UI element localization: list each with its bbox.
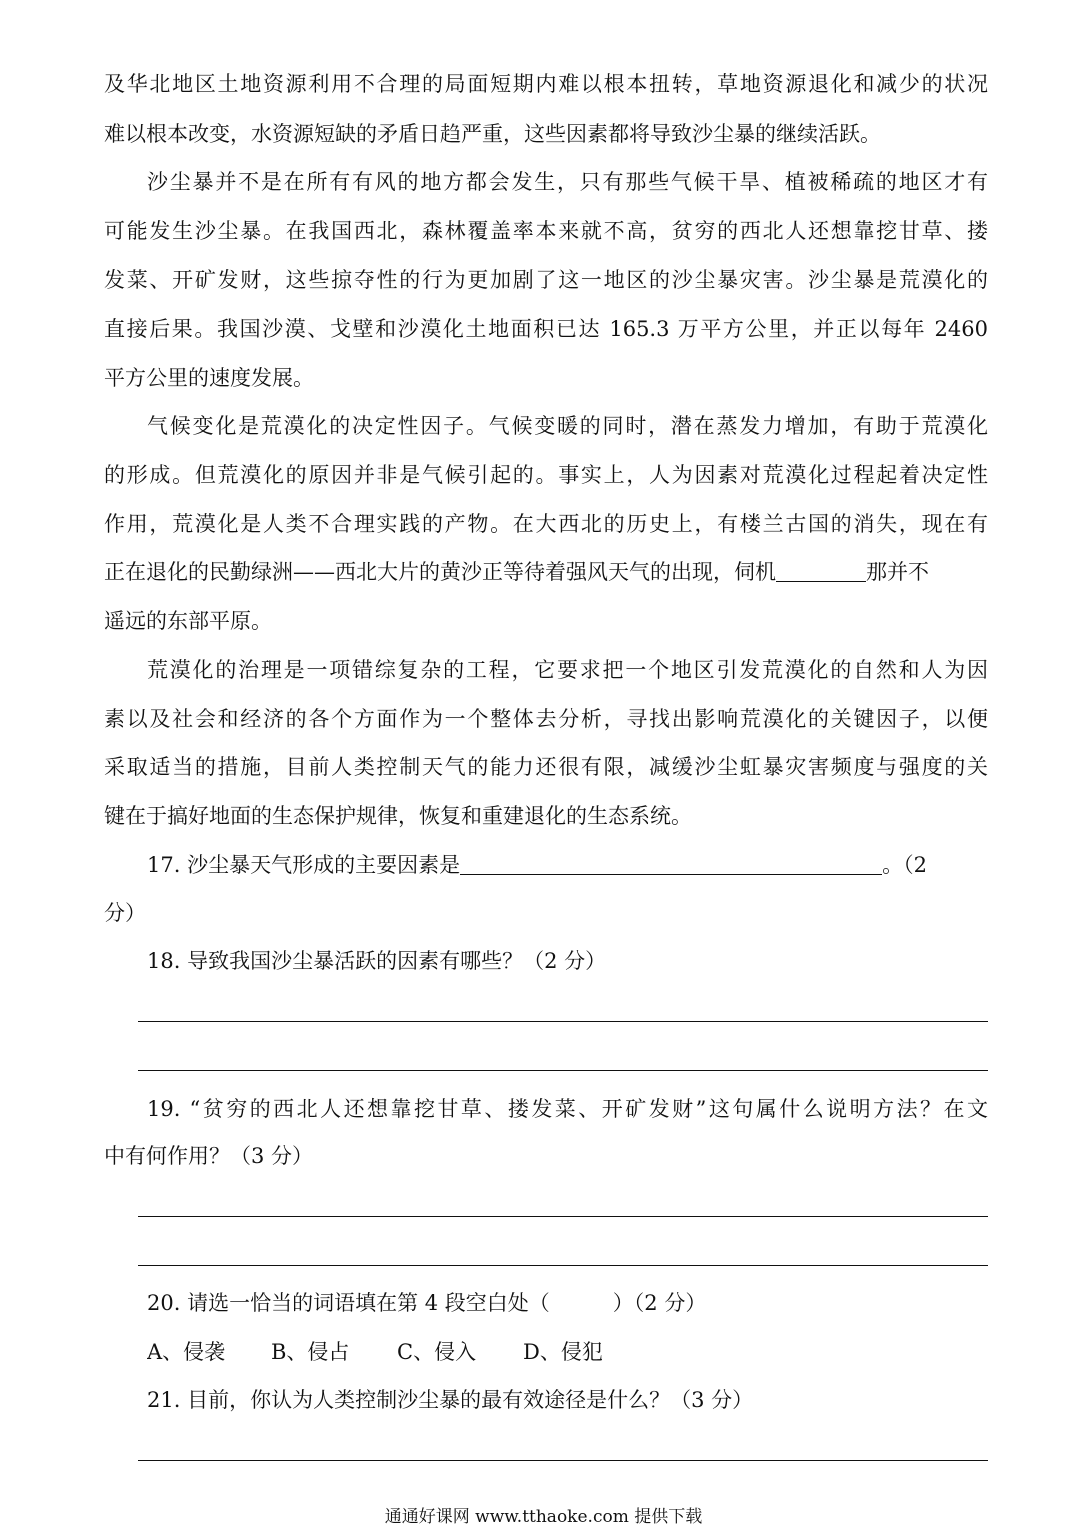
question-17-wrap: 分） [104, 901, 146, 925]
passage-line: 气候变化是荒漠化的决定性因子。气候变暖的同时，潜在蒸发力增加，有助于荒漠化 [147, 414, 988, 438]
page-footer: 通通好课网 www.tthaoke.com 提供下载 [384, 1507, 703, 1527]
question-18: 18. 导致我国沙尘暴活跃的因素有哪些？（2 分） [147, 949, 607, 973]
passage-line: 采取适当的措施，目前人类控制天气的能力还很有限，减缓沙尘虹暴灾害频度与强度的关 [104, 755, 988, 779]
passage-line: 荒漠化的治理是一项错综复杂的工程，它要求把一个地区引发荒漠化的自然和人为因 [147, 658, 988, 682]
question-19-line: 19. “贫穷的西北人还想靠挖甘草、搂发菜、开矿发财”这句属什么说明方法？在文 [147, 1097, 988, 1121]
passage-line: 作用，荒漠化是人类不合理实践的产物。在大西北的历史上，有楼兰古国的消失，现在有 [104, 512, 988, 536]
passage-line-text: 那并不 [866, 560, 929, 584]
passage-line: 难以根本改变，水资源短缺的矛盾日趋严重，这些因素都将导致沙尘暴的继续活跃。 [104, 122, 881, 146]
passage-line-text: 正在退化的民勤绿洲——西北大片的黄沙正等待着强风天气的出现，伺机 [104, 560, 776, 584]
option-b[interactable]: B、侵占 [271, 1340, 350, 1364]
question-20-options [147, 1337, 988, 1367]
passage-line: 发菜、开矿发财，这些掠夺性的行为更加剧了这一地区的沙尘暴灾害。沙尘暴是荒漠化的 [104, 268, 988, 292]
passage-line-with-blank [104, 557, 988, 587]
question-17 [147, 850, 988, 880]
question-21: 21. 目前，你认为人类控制沙尘暴的最有效途径是什么？（3 分） [147, 1388, 754, 1412]
passage-line: 平方公里的速度发展。 [104, 366, 314, 390]
question-19-line: 中有何作用？（3 分） [104, 1144, 314, 1168]
option-d[interactable]: D、侵犯 [523, 1340, 603, 1364]
passage-line: 键在于搞好地面的生态保护规律，恢复和重建退化的生态系统。 [104, 804, 692, 828]
option-a[interactable]: A、侵袭 [147, 1340, 226, 1364]
question-21-answer-line[interactable] [138, 1460, 988, 1461]
passage-line: 的形成。但荒漠化的原因并非是气候引起的。事实上，人为因素对荒漠化过程起着决定性 [104, 463, 988, 487]
option-c[interactable]: C、侵入 [397, 1340, 477, 1364]
question-18-answer-line[interactable] [138, 1021, 988, 1022]
passage-line: 直接后果。我国沙漠、戈壁和沙漠化土地面积已达 165.3 万平方公里，并正以每年 2460 [104, 317, 988, 341]
question-17-text: 17. 沙尘暴天气形成的主要因素是 [147, 853, 461, 877]
passage-line: 沙尘暴并不是在所有有风的地方都会发生，只有那些气候干旱、植被稀疏的地区才有 [147, 170, 988, 194]
fill-in-blank[interactable] [776, 561, 866, 582]
passage-line: 可能发生沙尘暴。在我国西北，森林覆盖率本来就不高，贫穷的西北人还想靠挖甘草、搂 [104, 219, 988, 243]
question-17-tail: 。（2 [882, 853, 927, 877]
passage-line: 遥远的东部平原。 [104, 609, 272, 633]
question-18-answer-line[interactable] [138, 1070, 988, 1071]
question-19-answer-line[interactable] [138, 1265, 988, 1266]
passage-line: 及华北地区土地资源利用不合理的局面短期内难以根本扭转，草地资源退化和减少的状况 [104, 72, 988, 96]
passage-line: 素以及社会和经济的各个方面作为一个整体去分析，寻找出影响荒漠化的关键因子，以便 [104, 707, 988, 731]
question-17-answer-blank[interactable] [460, 854, 882, 875]
question-19-answer-line[interactable] [138, 1216, 988, 1217]
question-20: 20. 请选一恰当的词语填在第 4 段空白处（ ）（2 分） [147, 1291, 707, 1315]
